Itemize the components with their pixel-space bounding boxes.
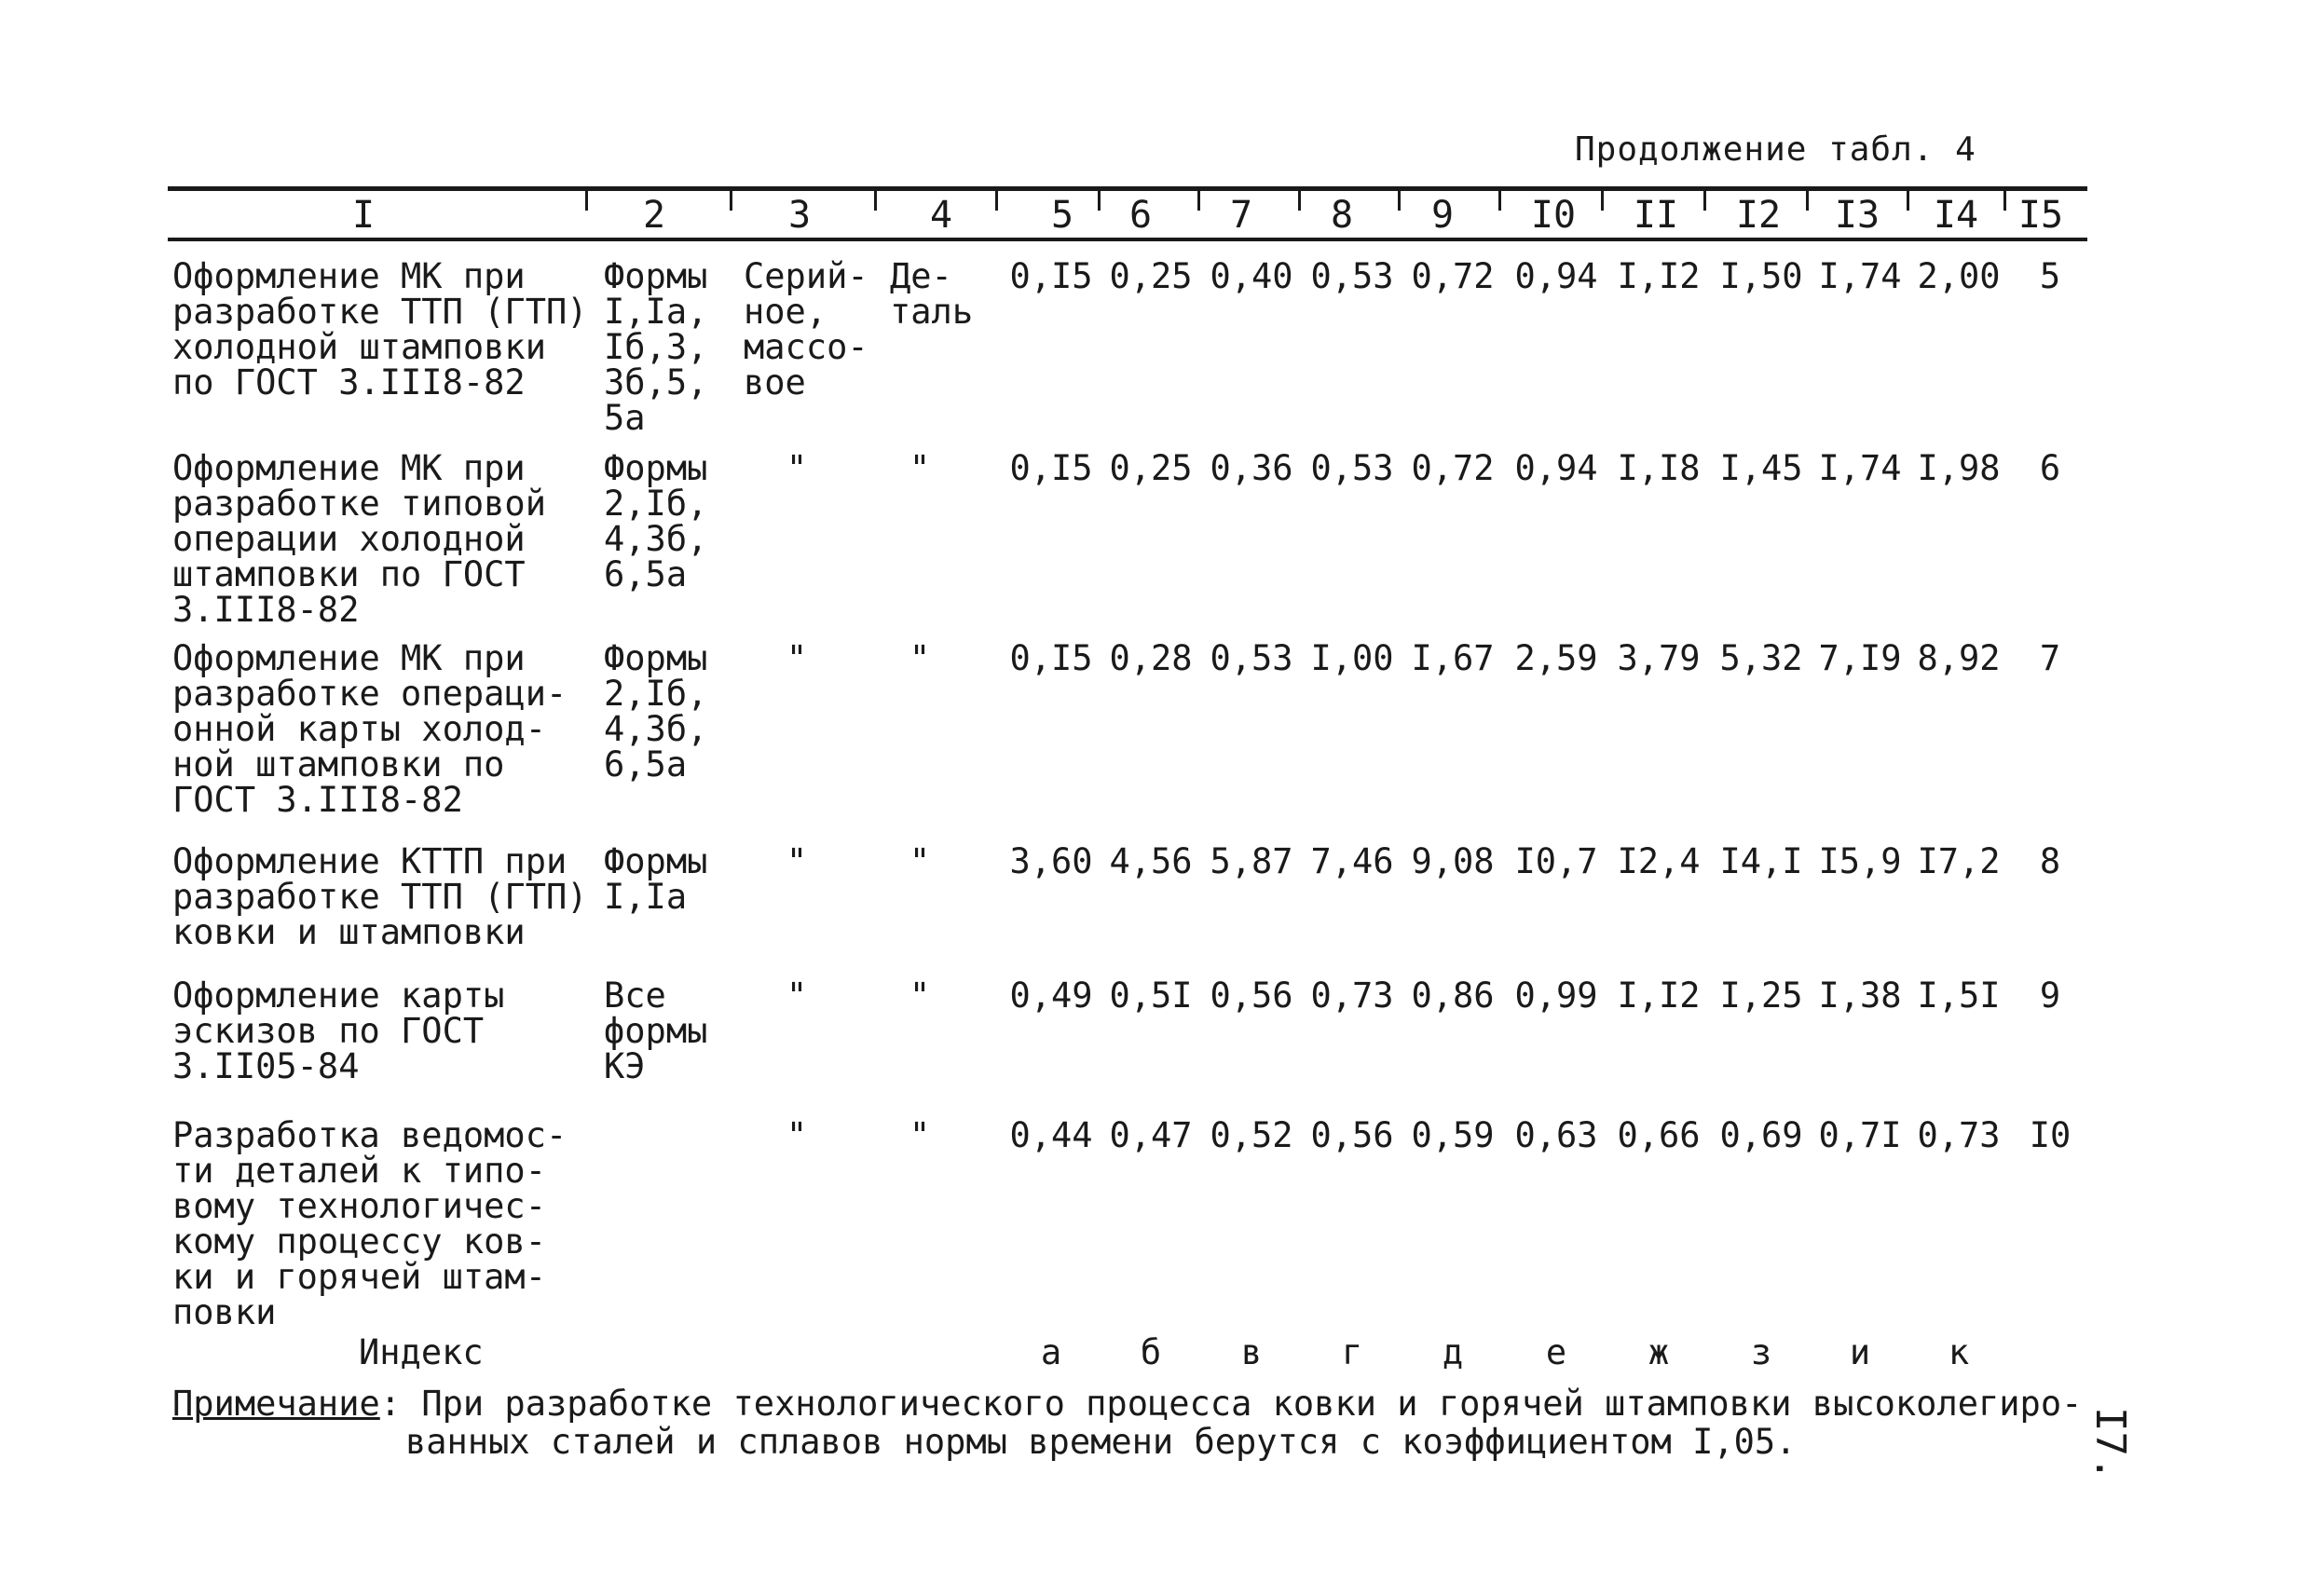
- time-value: 0,53: [1210, 638, 1293, 678]
- work-object: ": [909, 448, 931, 488]
- time-value: 7,I9: [1818, 638, 1902, 678]
- index-letter: е: [1545, 1332, 1567, 1372]
- time-value: 0,56: [1210, 975, 1293, 1016]
- time-value: 0,7I: [1818, 1115, 1902, 1155]
- column-separator: [1703, 190, 1706, 211]
- time-value: 7,46: [1310, 841, 1394, 881]
- note-label: Примечание: [172, 1384, 380, 1424]
- index-letter: д: [1442, 1332, 1464, 1372]
- time-value: 0,53: [1310, 448, 1394, 488]
- header-col-6: 6: [1128, 194, 1153, 237]
- table-row: [0, 975, 2311, 1090]
- header-col-14: I4: [1933, 194, 1979, 237]
- index-label: Индекс: [359, 1332, 484, 1372]
- column-separator: [1298, 190, 1301, 211]
- header-col-4: 4: [929, 194, 953, 237]
- index-letter: г: [1341, 1332, 1363, 1372]
- time-value: 0,44: [1009, 1115, 1093, 1155]
- table-row: [0, 448, 2311, 630]
- time-value: I2,4: [1617, 841, 1701, 881]
- column-separator: [2003, 190, 2006, 211]
- time-value: 0,5I: [1109, 975, 1193, 1016]
- work-object: ": [909, 841, 931, 881]
- header-col-3: 3: [787, 194, 812, 237]
- column-separator: [730, 190, 732, 211]
- time-value: 0,59: [1411, 1115, 1495, 1155]
- production-type: ": [786, 638, 808, 678]
- time-value: I4,I: [1719, 841, 1803, 881]
- work-object: ": [909, 638, 931, 678]
- column-separator: [874, 190, 877, 211]
- time-value: 0,I5: [1009, 638, 1093, 678]
- column-separator: [1098, 190, 1101, 211]
- index-letter: б: [1140, 1332, 1162, 1372]
- time-value: 0,94: [1514, 256, 1598, 296]
- time-value: 5,87: [1210, 841, 1293, 881]
- work-object: Де- таль: [890, 256, 974, 332]
- header-col-15: I5: [2017, 194, 2064, 237]
- column-separator: [1601, 190, 1604, 211]
- time-value: 0,86: [1411, 975, 1495, 1016]
- time-value: 0,53: [1310, 256, 1394, 296]
- note-text-line1: : При разработке технологического процесса ковки и горячей штамповки высоколегиро-: [379, 1384, 2083, 1424]
- time-value: I,38: [1818, 975, 1902, 1016]
- row-number: I0: [2029, 1115, 2072, 1155]
- time-value: 2,59: [1514, 638, 1598, 678]
- column-separator: [585, 190, 588, 211]
- index-letter: в: [1240, 1332, 1263, 1372]
- time-value: I,I2: [1617, 256, 1701, 296]
- time-value: 0,47: [1109, 1115, 1193, 1155]
- page-number: I7.: [2086, 1407, 2134, 1481]
- work-object: ": [909, 975, 931, 1016]
- header-col-7: 7: [1229, 194, 1253, 237]
- work-object: ": [909, 1115, 931, 1155]
- production-type: ": [786, 448, 808, 488]
- column-separator: [1197, 190, 1200, 211]
- time-value: 2,00: [1917, 256, 2001, 296]
- time-value: 0,36: [1210, 448, 1293, 488]
- time-value: 0,25: [1109, 448, 1193, 488]
- header-col-13: I3: [1834, 194, 1880, 237]
- column-separator: [1907, 190, 1909, 211]
- production-type: ": [786, 1115, 808, 1155]
- time-value: I,74: [1818, 256, 1902, 296]
- header-col-12: I2: [1735, 194, 1782, 237]
- table-row: [0, 841, 2311, 956]
- row-number: 9: [2039, 975, 2061, 1016]
- index-letter: к: [1948, 1332, 1970, 1372]
- table-header-row: [0, 194, 2311, 237]
- table-caption: Продолжение табл. 4: [1575, 130, 1976, 169]
- time-value: 0,56: [1310, 1115, 1394, 1155]
- document-forms: Формы 2,Iб, 4,3б, 6,5а: [604, 448, 708, 594]
- row-number: 5: [2039, 256, 2061, 296]
- row-number: 8: [2039, 841, 2061, 881]
- header-col-1: I: [351, 194, 376, 237]
- time-value: I,67: [1411, 638, 1495, 678]
- time-value: I,I8: [1617, 448, 1701, 488]
- column-separator: [995, 190, 998, 211]
- time-value: I7,2: [1917, 841, 2001, 881]
- time-value: 9,08: [1411, 841, 1495, 881]
- time-value: I,74: [1818, 448, 1902, 488]
- index-letter: ж: [1648, 1332, 1670, 1372]
- time-value: I,98: [1917, 448, 2001, 488]
- table-row: [0, 256, 2311, 438]
- operation-description: Оформление МК при разработке типовой операции холодной штамповки по ГОСТ 3.III8-82: [172, 448, 546, 630]
- column-separator: [1498, 190, 1501, 211]
- time-value: I,I2: [1617, 975, 1701, 1016]
- header-col-11: II: [1633, 194, 1679, 237]
- operation-description: Оформление КТТП при разработке ТТП (ГТП) ковки и штамповки: [172, 841, 588, 952]
- operation-description: Оформление МК при разработке операци- онной карты холод- ной штамповки по ГОСТ 3.III8-82: [172, 638, 567, 820]
- header-col-2: 2: [642, 194, 666, 237]
- header-col-8: 8: [1330, 194, 1354, 237]
- production-type: Серий- ное, массо- вое: [744, 256, 868, 402]
- time-value: I,00: [1310, 638, 1394, 678]
- time-value: I5,9: [1818, 841, 1902, 881]
- table-note: [172, 1386, 2082, 1422]
- time-value: 0,25: [1109, 256, 1193, 296]
- time-value: 3,60: [1009, 841, 1093, 881]
- row-number: 7: [2039, 638, 2061, 678]
- time-value: 0,66: [1617, 1115, 1701, 1155]
- table-header-rule: [168, 238, 2087, 241]
- time-value: 0,I5: [1009, 256, 1093, 296]
- time-value: 0,28: [1109, 638, 1193, 678]
- table-row: [0, 1115, 2311, 1332]
- time-value: 0,72: [1411, 256, 1495, 296]
- time-value: 5,32: [1719, 638, 1803, 678]
- header-col-9: 9: [1430, 194, 1455, 237]
- column-separator: [1806, 190, 1809, 211]
- time-value: 0,94: [1514, 448, 1598, 488]
- production-type: ": [786, 975, 808, 1016]
- time-value: 0,72: [1411, 448, 1495, 488]
- table-top-rule: [168, 186, 2087, 191]
- index-letter: з: [1750, 1332, 1772, 1372]
- note-text-line2: ванных сталей и сплавов нормы времени берутся с коэффициентом I,05.: [405, 1422, 1797, 1462]
- time-value: 0,73: [1310, 975, 1394, 1016]
- time-value: 0,73: [1917, 1115, 2001, 1155]
- time-value: I,50: [1719, 256, 1803, 296]
- time-value: 4,56: [1109, 841, 1193, 881]
- time-value: I,5I: [1917, 975, 2001, 1016]
- time-value: I,25: [1719, 975, 1803, 1016]
- table-row: [0, 638, 2311, 820]
- column-separator: [1398, 190, 1401, 211]
- time-value: 0,I5: [1009, 448, 1093, 488]
- operation-description: Оформление карты эскизов по ГОСТ 3.II05-84: [172, 975, 505, 1086]
- time-value: 0,63: [1514, 1115, 1598, 1155]
- document-forms: Формы I,Iа, Iб,3, 3б,5, 5а: [604, 256, 708, 438]
- operation-description: Оформление МК при разработке ТТП (ГТП) холодной штамповки по ГОСТ 3.III8-82: [172, 256, 588, 402]
- time-value: I,45: [1719, 448, 1803, 488]
- time-value: 8,92: [1917, 638, 2001, 678]
- time-value: 0,40: [1210, 256, 1293, 296]
- time-value: 0,69: [1719, 1115, 1803, 1155]
- time-value: 0,99: [1514, 975, 1598, 1016]
- time-value: 0,52: [1210, 1115, 1293, 1155]
- time-value: 0,49: [1009, 975, 1093, 1016]
- document-forms: Формы I,Iа: [604, 841, 708, 917]
- document-forms: Все формы КЭ: [604, 975, 708, 1086]
- time-value: I0,7: [1514, 841, 1598, 881]
- operation-description: Разработка ведомос- ти деталей к типо- вому технологичес- кому процессу ков- ки и горячей штам- повки: [172, 1115, 567, 1332]
- index-letter: и: [1849, 1332, 1871, 1372]
- header-col-10: I0: [1530, 194, 1577, 237]
- index-letter: а: [1040, 1332, 1062, 1372]
- header-col-5: 5: [1050, 194, 1074, 237]
- time-value: 3,79: [1617, 638, 1701, 678]
- production-type: ": [786, 841, 808, 881]
- document-forms: Формы 2,Iб, 4,3б, 6,5а: [604, 638, 708, 784]
- row-number: 6: [2039, 448, 2061, 488]
